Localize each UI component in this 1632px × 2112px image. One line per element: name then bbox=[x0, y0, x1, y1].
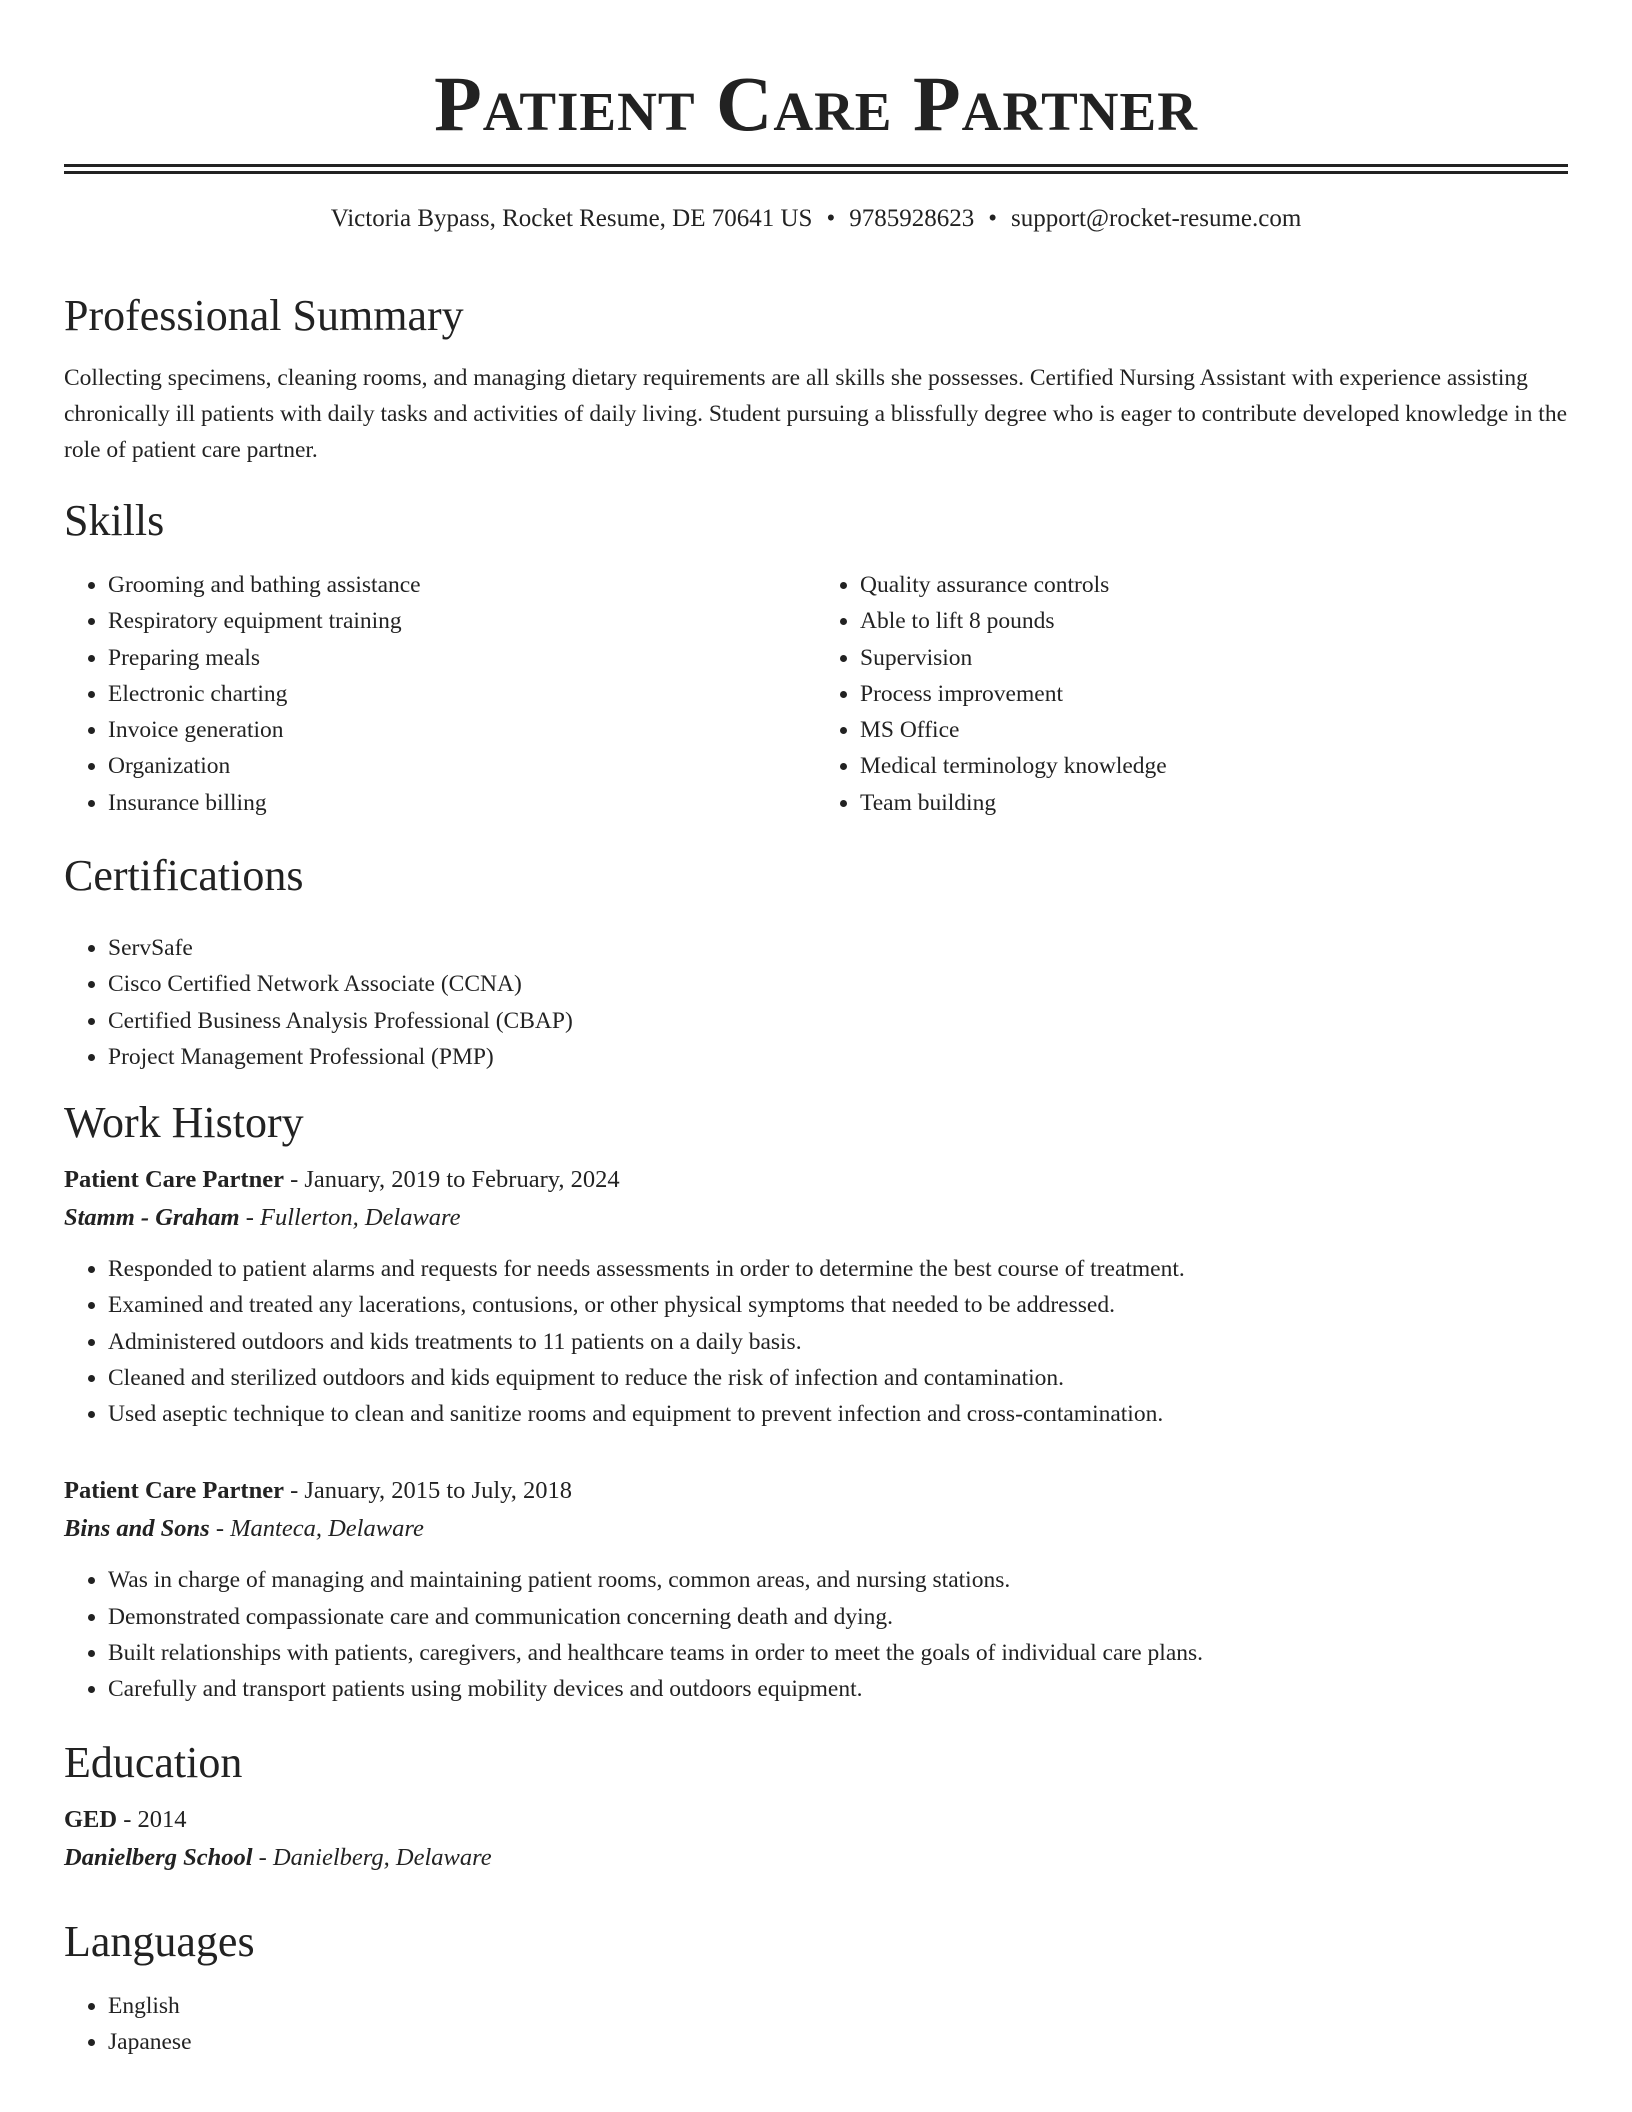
language-item: • English bbox=[108, 1988, 1568, 2024]
summary-text: Collecting specimens, cleaning rooms, and managing dietary requirements are all skills she possesses. Certified Nursing Assistant with experience assisting chronically ill patients with daily tasks and activities of daily living. Student pursuing a blissfully degree who is eager to contribute developed knowledge in the role of patient care partner. bbox=[64, 365, 1568, 463]
summary-heading: Professional Summary bbox=[64, 291, 464, 340]
job-bullet: • Built relationships with patients, caregivers, and healthcare teams in order to meet the goals of individual care plans. bbox=[108, 1635, 1568, 1671]
work-history-heading: Work History bbox=[64, 1098, 304, 1147]
job-bullet: • Cleaned and sterilized outdoors and kids equipment to reduce the risk of infection and contamination. bbox=[108, 1360, 1568, 1396]
skill-item: • Supervision bbox=[860, 640, 1568, 676]
language-item: • Japanese bbox=[108, 2024, 1568, 2060]
education-section bbox=[64, 1737, 1568, 1877]
job-bullet: • Responded to patient alarms and requests for needs assessments in order to determine the best course of treatment. bbox=[108, 1251, 1568, 1287]
job-location: - Fullerton, Delaware bbox=[239, 1204, 461, 1231]
job-title: Patient Care Partner bbox=[64, 1166, 284, 1193]
job-entry bbox=[64, 1161, 1568, 1432]
job-title: Patient Care Partner bbox=[64, 1477, 284, 1505]
certifications-list bbox=[64, 930, 1568, 1075]
education-school-line bbox=[64, 1839, 1568, 1877]
skills-right-list bbox=[816, 567, 1568, 821]
languages-heading: Languages bbox=[64, 1917, 255, 1966]
skill-item: • Able to lift 8 pounds bbox=[860, 603, 1568, 639]
job-bullet: • Administered outdoors and kids treatments to 11 patients on a daily basis. bbox=[108, 1324, 1568, 1360]
contact-separator: • bbox=[988, 205, 997, 232]
job-company: Stamm - Graham bbox=[64, 1204, 240, 1231]
contact-phone: 9785928623 bbox=[849, 205, 975, 232]
job-company: Bins and Sons bbox=[64, 1515, 210, 1543]
skill-item: • Grooming and bathing assistance bbox=[108, 567, 816, 603]
work-history-section bbox=[64, 1097, 1568, 1708]
skill-item: • Respiratory equipment training bbox=[108, 603, 816, 639]
resume-title: Patient Care Partner bbox=[434, 60, 1198, 147]
title-divider bbox=[64, 164, 1568, 174]
skills-left-list bbox=[64, 567, 816, 821]
skill-item: • Preparing meals bbox=[108, 640, 816, 676]
skill-item: • Organization bbox=[108, 748, 816, 784]
job-company-line bbox=[64, 1199, 1568, 1237]
education-degree-line bbox=[64, 1801, 1568, 1839]
job-company-line bbox=[64, 1510, 1568, 1548]
languages-list bbox=[64, 1988, 1568, 2061]
education-location: - Danielberg, Delaware bbox=[252, 1844, 492, 1871]
job-bullets bbox=[64, 1251, 1568, 1432]
skills-heading: Skills bbox=[64, 496, 165, 545]
skill-item: • Invoice generation bbox=[108, 712, 816, 748]
contact-separator: • bbox=[826, 205, 836, 232]
certifications-heading: Certifications bbox=[64, 851, 304, 900]
job-title-line bbox=[64, 1472, 1568, 1510]
skill-item: • Insurance billing bbox=[108, 785, 816, 821]
education-school: Danielberg School bbox=[64, 1844, 253, 1871]
summary-section bbox=[64, 290, 1568, 468]
job-dates: - January, 2015 to July, 2018 bbox=[283, 1477, 573, 1505]
certifications-section bbox=[64, 850, 1568, 1075]
certification-item: • ServSafe bbox=[108, 930, 1568, 966]
skill-item: • MS Office bbox=[860, 712, 1568, 748]
contact-line bbox=[64, 202, 1568, 236]
skills-section bbox=[64, 495, 1568, 821]
job-title-line bbox=[64, 1161, 1568, 1199]
job-dates: - January, 2019 to February, 2024 bbox=[283, 1166, 620, 1193]
certification-item: • Cisco Certified Network Associate (CCNA) bbox=[108, 966, 1568, 1002]
skill-item: • Team building bbox=[860, 785, 1568, 821]
education-degree: GED bbox=[64, 1806, 118, 1833]
contact-email[interactable]: support@rocket-resume.com bbox=[1011, 205, 1302, 232]
skill-item: • Electronic charting bbox=[108, 676, 816, 712]
job-bullet: • Used aseptic technique to clean and sanitize rooms and equipment to prevent infection and cross-contamination. bbox=[108, 1396, 1568, 1432]
job-entry bbox=[64, 1472, 1568, 1707]
skill-item: • Medical terminology knowledge bbox=[860, 748, 1568, 784]
contact-address: Victoria Bypass, Rocket Resume, DE 70641 US bbox=[330, 205, 813, 232]
job-bullets bbox=[64, 1562, 1568, 1707]
job-bullet: • Carefully and transport patients using mobility devices and outdoors equipment. bbox=[108, 1671, 1568, 1707]
education-year: - 2014 bbox=[117, 1806, 187, 1833]
job-location: - Manteca, Delaware bbox=[209, 1515, 424, 1543]
education-heading: Education bbox=[64, 1738, 243, 1787]
skill-item: • Quality assurance controls bbox=[860, 567, 1568, 603]
certification-item: • Project Management Professional (PMP) bbox=[108, 1039, 1568, 1075]
job-bullet: • Examined and treated any lacerations, contusions, or other physical symptoms that needed to be addressed. bbox=[108, 1287, 1568, 1323]
languages-section bbox=[64, 1916, 1568, 2061]
skills-columns bbox=[64, 567, 1568, 821]
job-bullet: • Demonstrated compassionate care and communication concerning death and dying. bbox=[108, 1599, 1568, 1635]
job-bullet: • Was in charge of managing and maintaining patient rooms, common areas, and nursing stations. bbox=[108, 1562, 1568, 1598]
certification-item: • Certified Business Analysis Professional (CBAP) bbox=[108, 1003, 1568, 1039]
skill-item: • Process improvement bbox=[860, 676, 1568, 712]
